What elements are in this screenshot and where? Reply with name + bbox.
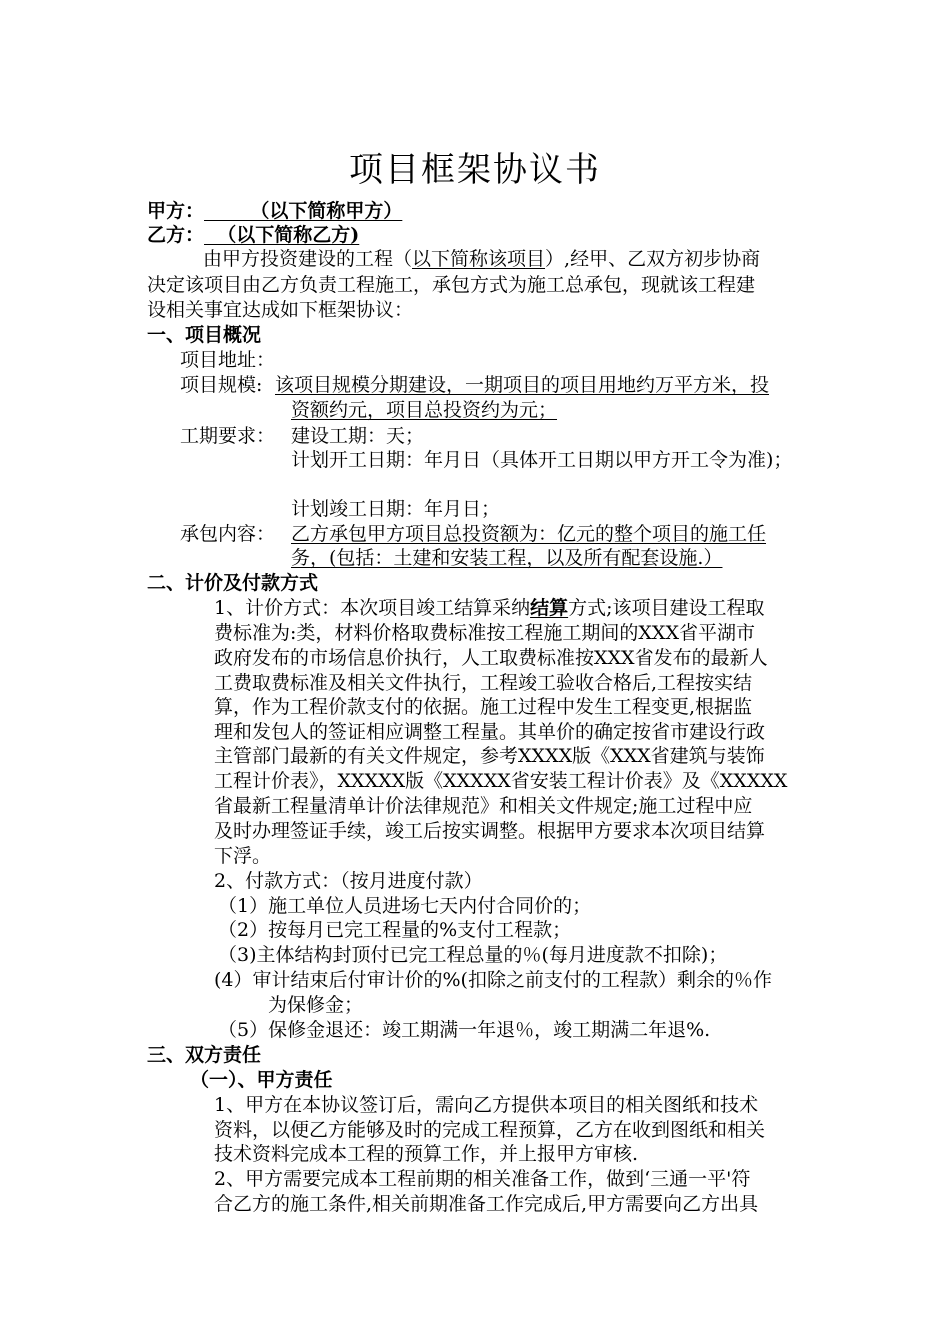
intro-abbrev: 以下简称该项目 bbox=[412, 248, 546, 270]
section-3-subheading: （一）、甲方责任 bbox=[190, 1069, 333, 1091]
pricing-line: 理和发包人的签证相应调整工程量。其单价的确定按省市建设行政 bbox=[214, 721, 766, 743]
project-address-label: 项目地址： bbox=[180, 349, 276, 371]
document-title: 项目框架协议书 bbox=[349, 150, 601, 190]
duty-line: 1、甲方在本协议签订后，需向乙方提供本项目的相关图纸和技术 bbox=[214, 1094, 759, 1116]
period-label: 工期要求： bbox=[180, 425, 276, 447]
project-scale-line-2: 资额约元，项目总投资约为元； bbox=[291, 399, 558, 421]
intro-line-3: 设相关事宜达成如下框架协议： bbox=[147, 299, 414, 321]
duty-line: 2、甲方需要完成本工程前期的相关准备工作，做到‘三通一平'符 bbox=[214, 1168, 751, 1190]
duty-line: 资料，以便乙方能够及时的完成工程预算，乙方在收到图纸和相关 bbox=[214, 1119, 766, 1141]
duty-line: 技术资料完成本工程的预算工作，并上报甲方审核. bbox=[214, 1143, 639, 1165]
project-scale-line-1: 该项目规模分期建设，一期项目的项目用地约万平方米，投 bbox=[275, 374, 770, 396]
pricing-line: 费标准为:类，材料价格取费标准按工程施工期间的XXX省平湖市 bbox=[214, 622, 755, 644]
pricing-line: 算，作为工程价款支付的依据。施工过程中发生工程变更,根据监 bbox=[214, 696, 753, 718]
party-b-label: 乙方： bbox=[147, 224, 205, 246]
section-3-heading: 三、双方责任 bbox=[147, 1044, 262, 1066]
contract-label: 承包内容： bbox=[180, 523, 276, 545]
pricing-line-1 bbox=[214, 595, 765, 621]
pricing-line: 及时办理签证手续，竣工后按实调整。根据甲方要求本次项目结算 bbox=[214, 820, 766, 842]
payment-item-4: (4）审计结束后付审计价的%(扣除之前支付的工程款）剩余的％作 bbox=[214, 969, 772, 991]
section-2-heading: 二、计价及付款方式 bbox=[147, 572, 319, 594]
pricing-text: 1、计价方式：本次项目竣工结算采纳 bbox=[214, 597, 531, 619]
section-1-heading: 一、项目概况 bbox=[147, 324, 262, 346]
party-a-line bbox=[147, 198, 402, 224]
party-a-value: （以下简称甲方） bbox=[204, 200, 403, 222]
contract-line-2: 务，(包括：土建和安装工程，以及所有配套设施.） bbox=[291, 547, 723, 569]
duty-line: 合乙方的施工条件,相关前期准备工作完成后,甲方需要向乙方出具 bbox=[214, 1193, 759, 1215]
period-line-1: 建设工期：天； bbox=[291, 425, 425, 447]
party-b-line bbox=[147, 222, 359, 248]
project-scale-label: 项目规模: bbox=[180, 374, 263, 396]
intro-text: 由甲方投资建设的工程（ bbox=[203, 248, 413, 270]
pricing-line: 工程计价表》，XXXXX版《XXXXX省安装工程计价表》及《XXXXX bbox=[214, 770, 788, 792]
pricing-keyword: 结算 bbox=[530, 597, 569, 619]
pricing-line: 主管部门最新的有关文件规定，参考XXXX版《XXX省建筑与装饰 bbox=[214, 745, 765, 767]
payment-item-4-cont: 为保修金； bbox=[268, 994, 364, 1016]
intro-line-2: 决定该项目由乙方负责工程施工，承包方式为施工总承包，现就该工程建 bbox=[147, 274, 756, 296]
intro-line-1 bbox=[203, 246, 760, 272]
payment-item-5: （5）保修金退还：竣工期满一年退％，竣工期满二年退%. bbox=[218, 1019, 711, 1041]
pricing-line: 省最新工程量清单计价法律规范》和相关文件规定;施工过程中应 bbox=[214, 795, 753, 817]
contract-line-1: 乙方承包甲方项目总投资额为：亿元的整个项目的施工任 bbox=[291, 523, 767, 545]
payment-item-2: （2）按每月已完工程量的%支付工程款； bbox=[218, 919, 572, 941]
intro-text: ）,经甲、乙双方初步协商 bbox=[545, 248, 761, 270]
payment-item-3: （3)主体结构封顶付已完工程总量的％(每月进度款不扣除)； bbox=[218, 944, 728, 966]
payment-item-1: （1）施工单位人员进场七天内付合同价的； bbox=[218, 895, 592, 917]
pricing-line: 下浮。 bbox=[214, 845, 272, 867]
party-b-value: （以下简称乙方) bbox=[204, 224, 360, 246]
period-line-2: 计划开工日期：年月日（具体开工日期以甲方开工令为准)； bbox=[291, 449, 793, 471]
pricing-line: 政府发布的市场信息价执行，人工取费标准按XXX省发布的最新人 bbox=[214, 647, 768, 669]
period-line-3: 计划竣工日期：年月日； bbox=[291, 498, 501, 520]
pricing-line: 工费取费标准及相关文件执行，工程竣工验收合格后,工程按实结 bbox=[214, 672, 753, 694]
party-a-label: 甲方： bbox=[147, 200, 205, 222]
pricing-text: 方式;该项目建设工程取 bbox=[568, 597, 765, 619]
payment-method: 2、付款方式：（按月进度付款） bbox=[214, 870, 483, 892]
